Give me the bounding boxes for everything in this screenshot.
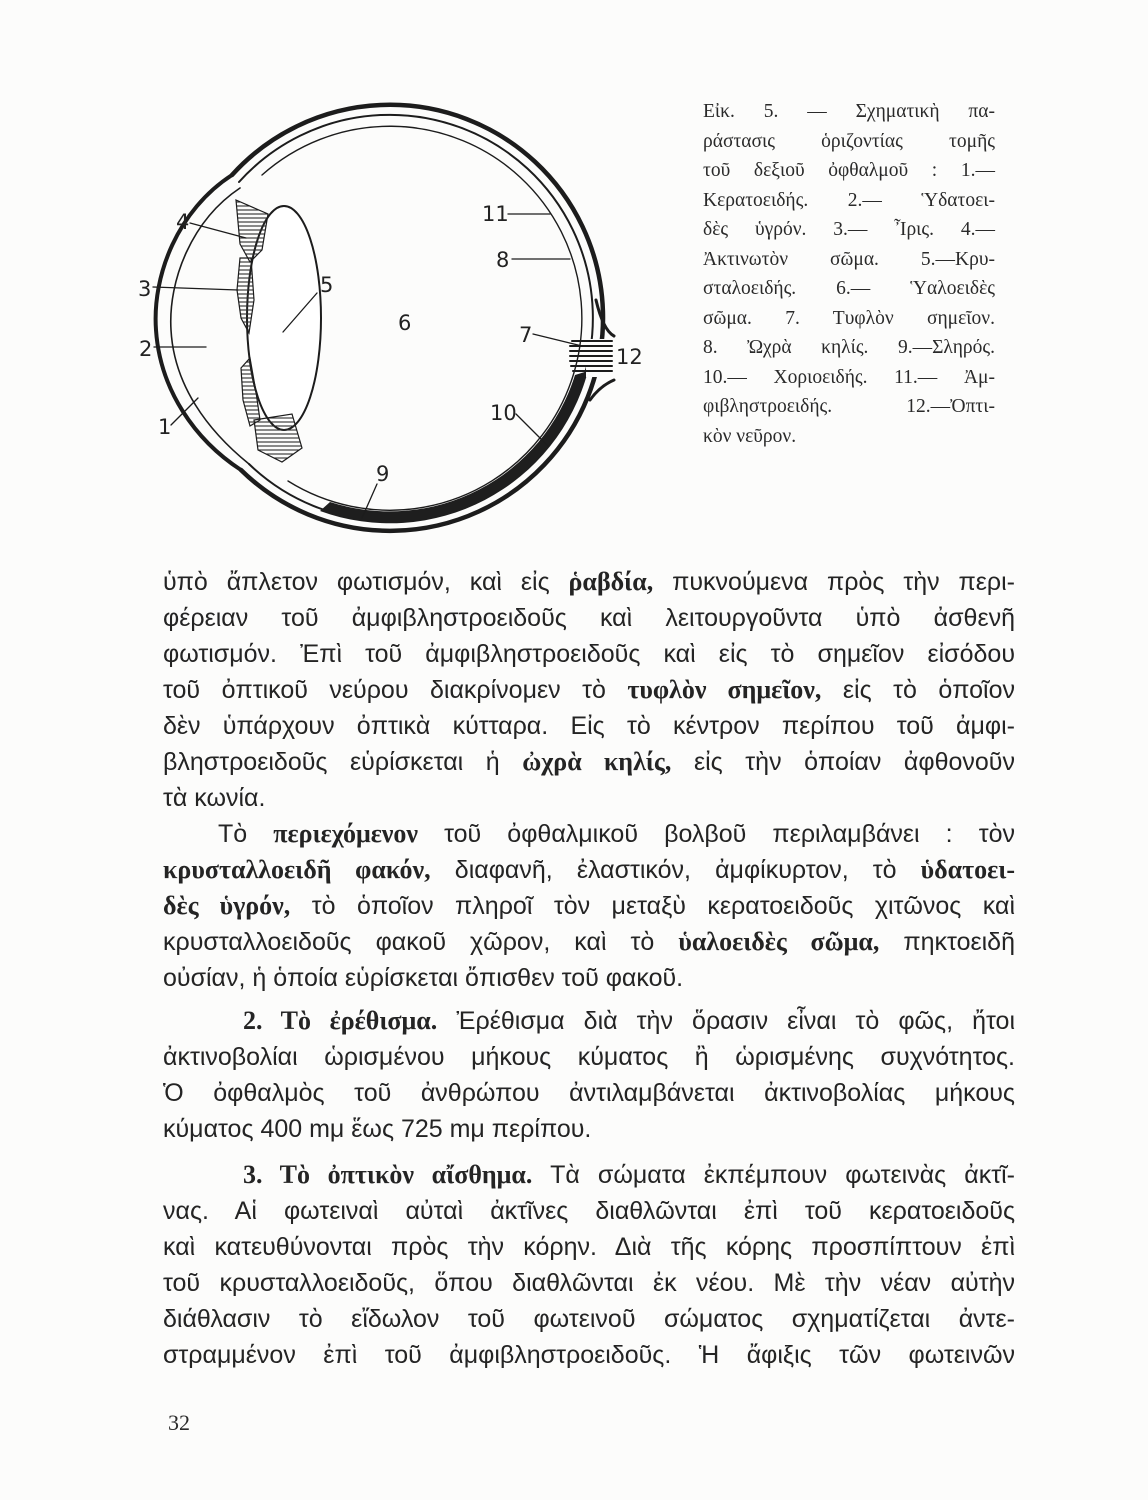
label-2: 2 — [139, 337, 153, 361]
text-line — [163, 1193, 1015, 1229]
body-text — [163, 564, 1015, 1373]
caption-line: κὸν νεῦρον. — [703, 425, 797, 447]
caption-line: φιβληστροειδής. 12.—Ὀπτι- — [703, 396, 995, 417]
text-line — [163, 1111, 1015, 1147]
text-line — [163, 816, 1015, 852]
caption-line: σῶμα. 7. Τυφλὸν σημεῖον. — [703, 307, 995, 329]
text-line — [163, 1337, 1015, 1373]
text-line — [163, 636, 1015, 672]
caption-line: Κερατοειδής. 2.— Ὑδατοει- — [703, 189, 995, 211]
bold-term: ὠχρὰ κηλίς, — [522, 747, 672, 776]
label-11: 11 — [482, 202, 509, 226]
text-run: ὑπὸ ἄπλετον φωτισμόν, καὶ εἰς — [163, 568, 569, 596]
text-run: τὸ ὁποῖον πληροῖ τὸν μεταξὺ κερατοειδοῦς χιτῶνος καὶ — [290, 892, 1015, 920]
text-run: νας. Αἱ φωτειναὶ αὐταὶ ἀκτῖνες διαθλῶνται ἐπὶ τοῦ κερατοειδοῦς — [163, 1197, 1015, 1225]
text-line — [163, 888, 1015, 924]
paragraph — [163, 816, 1015, 996]
choroid-band — [320, 371, 588, 523]
caption-line: 8. Ὠχρὰ κηλίς. 9.—Σληρός. — [703, 337, 995, 358]
label-5: 5 — [320, 273, 334, 297]
text-run: Ἐρέθισμα διὰ τὴν ὅρασιν εἶναι τὸ φῶς, ἤτοι — [437, 1007, 1015, 1035]
paragraph — [163, 564, 1015, 816]
text-line — [163, 564, 1015, 600]
text-run: εἰς τὴν ὁποίαν ἀφθονοῦν — [671, 748, 1015, 776]
text-line — [163, 1229, 1015, 1265]
text-run: τοῦ κρυσταλλοειδοῦς, ὅπου διαθλῶνται ἐκ νέου. Μὲ τὴν νέαν αὐτὴν — [163, 1269, 1015, 1297]
paragraph — [163, 1157, 1015, 1373]
text-line — [163, 1301, 1015, 1337]
bold-term: περιεχόμενον — [273, 819, 419, 848]
text-run: φέρειαν τοῦ ἀμφιβληστροειδοῦς καὶ λειτουργοῦντα ὑπὸ ἀσθενῆ — [163, 604, 1015, 632]
label-10: 10 — [490, 401, 517, 425]
text-run: τὰ κωνία. — [163, 784, 266, 812]
text-line — [163, 780, 1015, 816]
bold-term: 2. Τὸ ἐρέθισμα. — [243, 1006, 438, 1035]
text-run: στραμμένον ἐπὶ τοῦ ἀμφιβληστροειδοῦς. Ἡ ἄφιξις τῶν φωτεινῶν — [163, 1341, 1015, 1369]
text-line — [163, 1075, 1015, 1111]
text-run: κρυσταλλοειδοῦς φακοῦ χῶρον, καὶ τὸ — [163, 928, 679, 956]
text-run: ἀκτινοβολίαι ὡρισμένου μήκους κύματος ἢ ὡρισμένης συχνότητος. — [163, 1043, 1015, 1071]
label-6: 6 — [398, 311, 412, 335]
text-run: πηκτοειδῆ — [879, 928, 1016, 956]
caption-line: ράστασις ὁριζοντίας τομῆς — [703, 130, 995, 152]
text-run: Τὸ — [218, 820, 274, 848]
page-number: 32 — [168, 1410, 190, 1435]
caption-line: Εἰκ. 5. — Σχηματικὴ πα- — [703, 101, 995, 122]
text-run: πυκνούμενα πρὸς τὴν περι- — [653, 568, 1015, 596]
text-run: τοῦ ὀφθαλμικοῦ βολβοῦ περιλαμβάνει : τὸν — [418, 820, 1015, 848]
bold-term: 3. Τὸ ὀπτικὸν αἴσθημα. — [243, 1160, 533, 1189]
leader-line-10 — [516, 414, 548, 446]
text-run: εἰς τὸ ὁποῖον — [821, 676, 1015, 704]
text-line — [163, 924, 1015, 960]
text-line — [163, 1265, 1015, 1301]
text-line — [163, 744, 1015, 780]
text-line — [163, 600, 1015, 636]
bold-term: κρυσταλλοειδῆ φακόν, — [163, 855, 431, 884]
text-line — [163, 1003, 1015, 1039]
text-run: δὲν ὑπάρχουν ὀπτικὰ κύτταρα. Εἰς τὸ κέντρον περίπου τοῦ ἀμφι- — [163, 712, 1015, 740]
bold-term: ῥαβδία, — [568, 567, 654, 596]
text-run: τοῦ ὀπτικοῦ νεύρου διακρίνομεν τὸ — [163, 676, 628, 704]
text-run: οὐσίαν, ἡ ὁποία εὑρίσκεται ὄπισθεν τοῦ φακοῦ. — [163, 964, 684, 992]
text-line — [163, 1039, 1015, 1075]
bold-term: τυφλὸν σημεῖον, — [627, 675, 822, 704]
label-3: 3 — [138, 277, 152, 301]
caption-line: σταλοειδής. 6.— Ὑαλοειδὲς — [703, 278, 995, 299]
label-7: 7 — [519, 323, 533, 347]
text-line — [163, 708, 1015, 744]
text-run: Ὁ ὀφθαλμὸς τοῦ ἀνθρώπου ἀντιλαμβάνεται ἀκτινοβολίας μήκους — [163, 1079, 1015, 1107]
text-line — [163, 852, 1015, 888]
text-run: Τὰ σώματα ἐκπέμπουν φωτεινὰς ἀκτῖ- — [532, 1161, 1015, 1189]
label-4: 4 — [176, 210, 190, 234]
text-line — [163, 672, 1015, 708]
caption-line: τοῦ δεξιοῦ ὀφθαλμοῦ : 1.— — [703, 160, 995, 181]
bold-term: δὲς ὑγρόν, — [163, 891, 291, 920]
text-run: καὶ κατευθύνονται πρὸς τὴν κόρην. Διὰ τῆς κόρης προσπίπτουν ἐπὶ — [163, 1233, 1015, 1261]
caption-line: Ἀκτινωτὸν σῶμα. 5.—Κρυ- — [703, 248, 995, 270]
leader-line-3 — [153, 287, 238, 290]
text-line — [163, 960, 1015, 996]
text-line — [163, 1157, 1015, 1193]
text-run: διαφανῆ, ἐλαστικόν, ἀμφίκυρτον, τὸ — [430, 856, 921, 884]
paragraph — [163, 1003, 1015, 1147]
label-8: 8 — [496, 248, 510, 272]
label-12: 12 — [616, 345, 643, 369]
bold-term: ὑδατοει- — [920, 855, 1015, 884]
bold-term: ὑαλοειδὲς σῶμα, — [678, 927, 880, 956]
caption-line: δὲς ὑγρόν. 3.— Ἶρις. 4.— — [703, 219, 995, 240]
caption-line: 10.— Χοριοειδής. 11.— Ἀμ- — [703, 366, 995, 388]
text-run: κύματος 400 mμ ἕως 725 mμ περίπου. — [163, 1115, 592, 1143]
eye-cross-section-diagram — [130, 95, 650, 545]
text-run: διάθλασιν τὸ εἴδωλον τοῦ φωτεινοῦ σώματος σχηματίζεται ἀντε- — [163, 1305, 1015, 1333]
label-9: 9 — [376, 462, 390, 486]
figure-caption — [703, 97, 995, 451]
text-run: βληστροειδοῦς εὑρίσκεται ἡ — [163, 748, 523, 776]
text-run: φωτισμόν. Ἐπὶ τοῦ ἀμφιβληστροειδοῦς καὶ εἰς τὸ σημεῖον εἰσόδου — [163, 640, 1015, 668]
label-1: 1 — [158, 415, 172, 439]
